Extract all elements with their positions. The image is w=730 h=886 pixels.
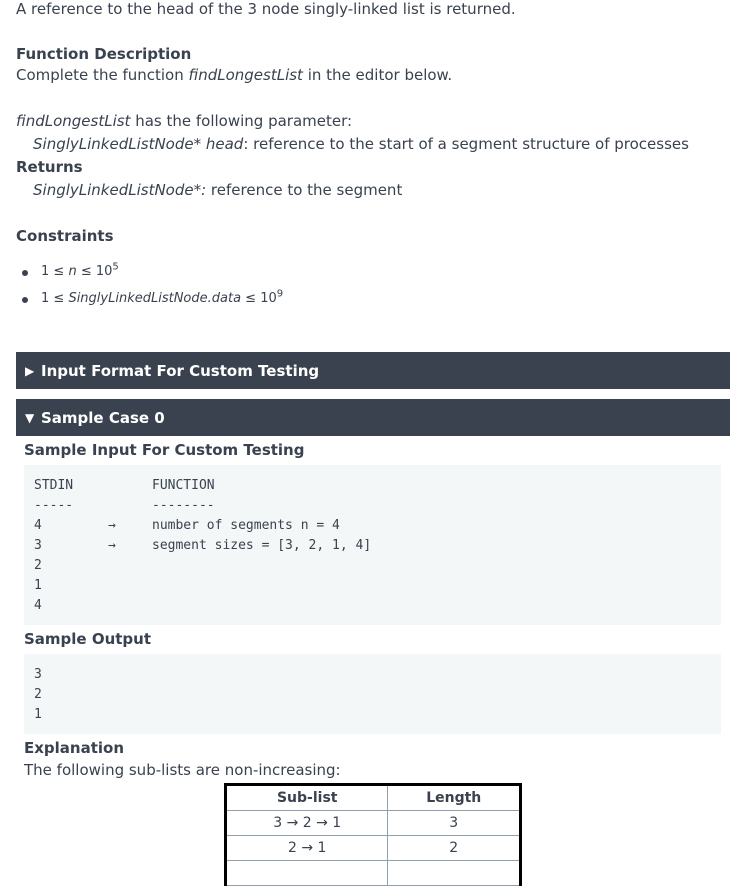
parameter-function-name: findLongestList [16,112,131,130]
table-cell [226,861,388,886]
bullet-icon [22,270,28,276]
table-cell: 3 [388,811,521,836]
table-header: Length [388,785,521,811]
stdin-value: 4 [34,598,42,613]
intro-text: A reference to the head of the 3 node singly-linked list is returned. [16,0,516,18]
arrow-right-icon: → [108,518,116,533]
table-header-row [226,785,521,811]
sample-output-box [24,654,721,734]
parameter-line [33,135,689,153]
explanation-text: The following sub-lists are non-increasing: [24,761,341,779]
table-cell: 3 → 2 → 1 [226,811,388,836]
returns-type: SinglyLinkedListNode*: [33,181,207,199]
constraint-bound: ≤ 10 [76,264,113,279]
constraint-item [41,288,284,306]
function-divider: -------- [152,498,215,513]
stdin-value: 3 [34,538,42,553]
table-row [226,811,521,836]
stdin-value: 4 [34,518,42,533]
function-comment: number of segments n = 4 [152,518,340,533]
output-value: 2 [34,687,42,702]
sample-case-label: Sample Case 0 [41,408,165,427]
sample-input-heading: Sample Input For Custom Testing [24,441,305,459]
function-description-prefix: Complete the function [16,66,189,84]
returns-line [33,181,402,199]
input-format-toggle[interactable] [16,352,730,389]
constraint-var: SinglyLinkedListNode.data [68,291,242,306]
parameter-type: SinglyLinkedListNode* head [33,135,244,153]
function-description-heading: Function Description [16,45,192,63]
output-value: 1 [34,707,42,722]
function-description-suffix: in the editor below. [302,66,453,84]
table-cell: 2 [388,836,521,861]
function-description-text [16,66,452,84]
function-label: FUNCTION [152,478,215,493]
constraint-exponent: 5 [112,261,119,273]
constraint-bound: ≤ 10 [241,291,277,306]
output-value: 3 [34,667,42,682]
sample-input-box [24,465,721,625]
collapsed-arrow-icon: ▶ [25,363,35,378]
sample-case-toggle[interactable] [16,399,730,436]
input-format-label: Input Format For Custom Testing [41,361,320,380]
sample-output-heading: Sample Output [24,630,152,648]
constraint-exponent: 9 [276,288,284,300]
stdin-divider: ----- [34,498,74,513]
stdin-label: STDIN [34,478,74,493]
stdin-value: 2 [34,558,42,573]
constraint-item [41,261,119,279]
table-cell [388,861,521,886]
constraint-prefix: 1 ≤ [41,291,69,306]
parameter-desc: : reference to the start of a segment structure of processes [243,135,689,153]
returns-desc: reference to the segment [206,181,403,199]
parameter-intro [16,112,352,130]
bullet-icon [22,297,28,303]
parameter-intro-suffix: has the following parameter: [130,112,353,130]
table-row [226,836,521,861]
table-row [226,861,521,886]
explanation-heading: Explanation [24,739,125,757]
stdin-value: 1 [34,578,42,593]
expanded-arrow-icon: ▼ [25,410,35,425]
function-name: findLongestList [188,66,303,84]
table-header: Sub-list [226,785,388,811]
function-comment: segment sizes = [3, 2, 1, 4] [152,538,372,553]
constraint-prefix: 1 ≤ [41,264,69,279]
arrow-right-icon: → [108,538,116,553]
table-cell: 2 → 1 [226,836,388,861]
sublist-table [224,783,522,886]
constraints-heading: Constraints [16,227,114,245]
returns-heading: Returns [16,158,83,176]
constraint-var: n [68,264,77,279]
